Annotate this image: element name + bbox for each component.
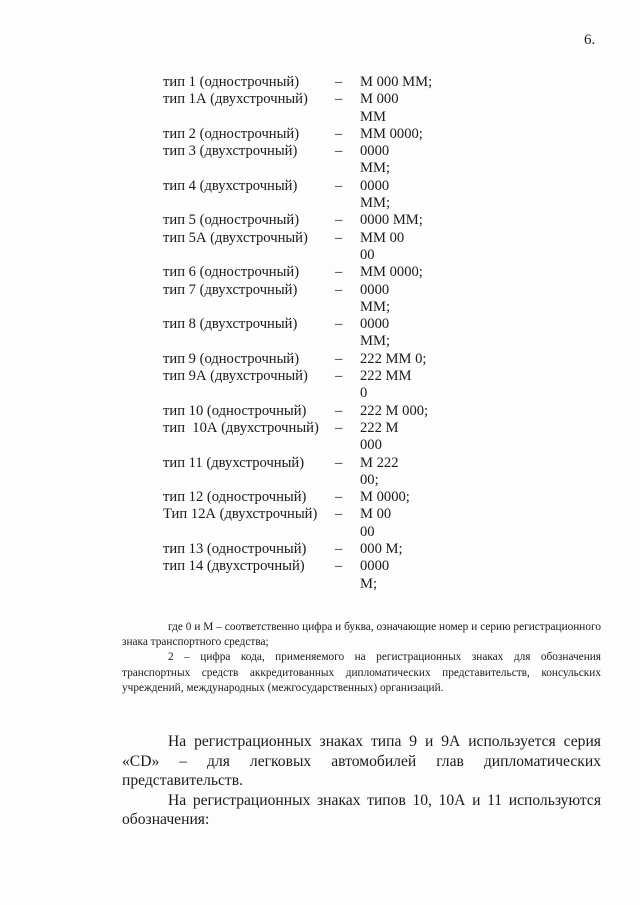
plate-type-row [163, 558, 480, 593]
type-label: тип 10А (двухстрочный) [163, 419, 319, 436]
type-label: тип 8 (двухстрочный) [163, 316, 298, 333]
format-line: 0 [360, 385, 368, 402]
type-format [360, 506, 480, 541]
format-line: ММ 0000; [360, 264, 423, 281]
paragraph-cd-series: На регистрационных знаках типа 9 и 9А используется серия «CD» – для легковых автомобилей глав дипломатических представительств. [122, 733, 601, 789]
type-label: тип 10 (однострочный) [163, 402, 307, 419]
plate-type-row [163, 178, 480, 213]
type-format [360, 178, 480, 213]
format-line: ММ; [360, 298, 391, 315]
format-line: 00; [360, 471, 379, 488]
plate-type-row [163, 506, 480, 541]
dash: – [335, 125, 343, 142]
format-line: 000 [360, 437, 382, 454]
format-line: М 222 [360, 454, 399, 471]
type-label: тип 1 (однострочный) [163, 74, 300, 90]
dash: – [335, 177, 343, 194]
type-label: тип 13 (однострочный) [163, 541, 307, 558]
format-line: 0000 ММ; [360, 212, 423, 229]
type-label: тип 14 (двухстрочный) [163, 558, 305, 575]
dash: – [335, 229, 343, 246]
type-format [360, 489, 480, 506]
dash: – [335, 402, 343, 419]
page-number: 6. [584, 32, 596, 48]
body-text [122, 732, 601, 830]
format-line: ММ [360, 108, 386, 125]
format-line: 222 ММ 0; [360, 350, 427, 367]
type-format [360, 74, 480, 91]
type-format [360, 126, 480, 143]
plate-type-row [163, 212, 480, 229]
format-line: 0000 [360, 281, 390, 298]
type-label: тип 3 (двухстрочный) [163, 143, 298, 160]
format-line: ММ; [360, 160, 391, 177]
dash: – [335, 368, 343, 385]
type-format [360, 316, 480, 351]
plate-type-row [163, 368, 480, 403]
plate-type-row [163, 403, 480, 420]
dash: – [335, 74, 343, 90]
plate-type-row [163, 264, 480, 281]
type-format [360, 230, 480, 265]
format-line: М; [360, 575, 378, 592]
footnote-code: 2 – цифра кода, применяемого на регистрационных знаках для обозначения транспортных средств аккредитованных дипломатических представительств, консульских учреждений, международных (межгосударственных) организаций. [122, 651, 601, 694]
dash: – [335, 558, 343, 575]
type-format [360, 282, 480, 317]
format-line: 0000 [360, 558, 390, 575]
format-line: ММ; [360, 333, 391, 350]
dash: – [335, 143, 343, 160]
dash: – [335, 350, 343, 367]
format-line: 222 ММ [360, 368, 412, 385]
type-label: тип 12 (однострочный) [163, 489, 307, 506]
format-line: М 000 [360, 91, 399, 108]
type-label: тип 7 (двухстрочный) [163, 281, 298, 298]
type-label: тип 5 (однострочный) [163, 212, 300, 229]
type-label: тип 2 (однострочный) [163, 125, 300, 142]
type-label: тип 1А (двухстрочный) [163, 91, 308, 108]
type-format [360, 212, 480, 229]
type-label: тип 5А (двухстрочный) [163, 229, 308, 246]
format-line: ММ; [360, 195, 391, 212]
dash: – [335, 489, 343, 506]
format-line: 00 [360, 246, 375, 263]
type-format [360, 91, 480, 126]
dash: – [335, 264, 343, 281]
type-label: тип 6 (однострочный) [163, 264, 300, 281]
plate-type-row [163, 74, 480, 91]
type-format [360, 455, 480, 490]
type-label: тип 9А (двухстрочный) [163, 368, 308, 385]
paragraph-designations: На регистрационных знаках типов 10, 10А и 11 используются обозначения: [122, 791, 601, 828]
dash: – [335, 454, 343, 471]
plate-type-row [163, 282, 480, 317]
format-line: М 00 [360, 506, 392, 523]
dash: – [335, 316, 343, 333]
format-line: 000 М; [360, 541, 403, 558]
plate-type-row [163, 91, 480, 126]
type-label: тип 9 (однострочный) [163, 350, 300, 367]
plate-type-row [163, 489, 480, 506]
type-format [360, 143, 480, 178]
format-line: 222 М [360, 419, 399, 436]
type-format [360, 541, 480, 558]
type-format [360, 558, 480, 593]
plate-type-row [163, 143, 480, 178]
footnotes [122, 620, 601, 696]
plate-type-row [163, 316, 480, 351]
type-label: Тип 12А (двухстрочный) [163, 506, 318, 523]
dash: – [335, 541, 343, 558]
type-format [360, 403, 480, 420]
footnote-symbols: где 0 и М – соответственно цифра и буква, означающие номер и серию регистрационного знака транспортного средства; [122, 621, 601, 649]
type-format [360, 264, 480, 281]
plate-type-row [163, 126, 480, 143]
plate-type-row [163, 230, 480, 265]
format-line: М 000 ММ; [360, 74, 433, 90]
format-line: ММ 0000; [360, 125, 423, 142]
format-line: 00 [360, 523, 375, 540]
plate-type-row [163, 455, 480, 490]
dash: – [335, 506, 343, 523]
format-line: 0000 [360, 316, 390, 333]
plate-type-list [163, 74, 480, 593]
plate-type-row [163, 541, 480, 558]
format-line: 0000 [360, 177, 390, 194]
dash: – [335, 212, 343, 229]
type-format [360, 368, 480, 403]
format-line: 222 М 000; [360, 402, 429, 419]
type-format [360, 420, 480, 455]
type-label: тип 4 (двухстрочный) [163, 177, 298, 194]
type-label: тип 11 (двухстрочный) [163, 454, 305, 471]
dash: – [335, 91, 343, 108]
type-format [360, 351, 480, 368]
dash: – [335, 419, 343, 436]
format-line: ММ 00 [360, 229, 405, 246]
dash: – [335, 281, 343, 298]
format-line: М 0000; [360, 489, 410, 506]
plate-type-row [163, 351, 480, 368]
format-line: 0000 [360, 143, 390, 160]
plate-type-row [163, 420, 480, 455]
